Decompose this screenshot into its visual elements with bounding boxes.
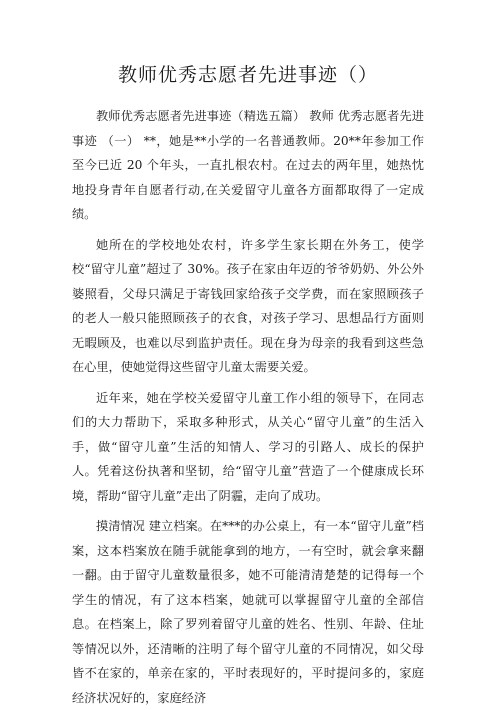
paragraph-background: 她所在的学校地处农村，许多学生家长期在外务工，使学校“留守儿童”超过了 30%。孩子在家由年迈的爷爷奶奶、外公外婆照看，父母只满足于寄钱回家给孩子交学费，而在家照顾孩子的老人一般只能照顾孩子的衣食，对孩子学习、思想品行方面则无暇顾及，也难以尽到监护责任。现在身为母亲的我看到这些急在心里，使她觉得这些留守儿童太需要关爱。	[72, 237, 424, 374]
paragraph-efforts: 近年来，她在学校关爱留守儿童工作小组的领导下，在同志们的大力帮助下，采取多种形式，从关心“留守儿童”的生活入手，做“留守儿童”生活的知情人、学习的引路人、成长的保护人。凭着这份执著和坚韧，给“留守儿童”营造了一个健康成长环境，帮助“留守儿童”走出了阴霾，走向了成功。	[72, 390, 424, 503]
document-title: 教师优秀志愿者先进事迹（）	[117, 64, 378, 86]
paragraph-intro: 教师优秀志愿者先进事迹（精选五篇） 教师 优秀志愿者先进事迹 （一） **，她是**小学的一名普通教师。20**年参加工作至今已近 20 个年头，一直扎根农村。在过去的两年里，她热忱地投身青年自愿者行动,在关爱留守儿童各方面都取得了一定成绩。	[72, 109, 424, 221]
paragraph-archive: 摸清情况 建立档案。在***的办公桌上，有一本“留守儿童”档案，这本档案放在随手就能拿到的地方，一有空时，就会拿来翻一翻。由于留守儿童数量很多，她不可能清清楚楚的记得每一个学生的情况，有了这本档案，她就可以掌握留守儿童的全部信息。在档案上，除了罗列着留守儿童的姓名、性别、年龄、住址等情况以外，还清晰的注明了每个留守儿童的不同情况，如父母皆不在家的，单亲在家的，平时表现好的，平时提问多的，家庭经济状况好的，家庭经济	[72, 519, 424, 705]
